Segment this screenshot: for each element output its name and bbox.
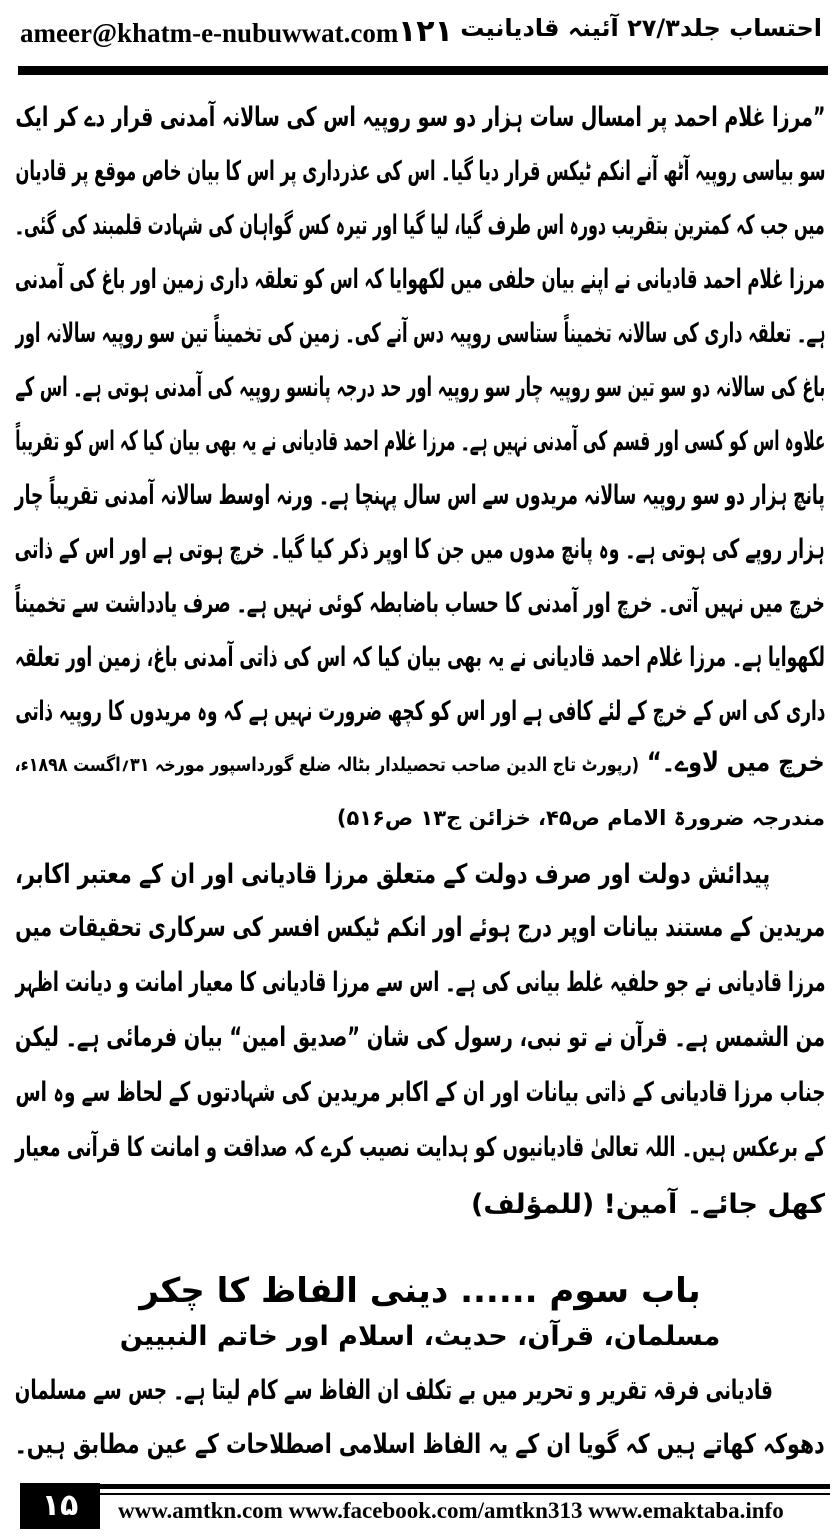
para1-line — [15, 309, 825, 359]
line-text: ہے۔ تعلقہ داری کی سالانہ تخمیناً ستاسی روپیہ دس آنے کی۔ زمین کی تخمیناً تین سو روپیہ سالانہ اور — [14, 318, 825, 349]
para3-line — [15, 1420, 825, 1470]
chapter-subheading — [15, 1312, 825, 1362]
line-text: جناب مرزا قادیانی کے ذاتی بیانات اور ان کے اکابر مریدین کی شہادتوں کے لحاظ سے وہ اس — [15, 1077, 825, 1108]
line-text: داری کی اس کے خرچ کے لئے کافی ہے اور اس کو کچھ ضرورت نہیں ہے کہ وہ مریدوں کا روپیہ ذاتی — [15, 696, 825, 727]
line-text: قادیانی فرقہ تقریر و تحریر میں بے تکلف ان الفاظ سے کام لیتا ہے۔ جس سے مسلمان — [15, 1375, 773, 1406]
citation-line — [15, 793, 825, 843]
para1-line — [15, 363, 825, 413]
para1-line — [15, 471, 825, 521]
para1-line — [15, 525, 825, 575]
line-text: کھل جائے۔ آمین! (للمؤلف) — [471, 1189, 825, 1220]
para3-line — [15, 1366, 825, 1416]
chapter-heading — [15, 1266, 825, 1316]
line-text: علاوہ اس کو کسی اور قسم کی آمدنی نہیں ہے۔ مرزا غلام احمد قادیانی نے یہ بھی بیان کیا کہ اس کو تقریباً — [15, 426, 825, 457]
quote-end: خرچ میں لاوے۔“ — [647, 747, 825, 778]
para1-line — [15, 687, 825, 737]
line-text: کے برعکس ہیں۔ اللہ تعالیٰ قادیانیوں کو ہدایت نصیب کرے کہ صداقت و امانت کا قرآنی معیار — [15, 1132, 825, 1163]
line-text: مرزا غلام احمد قادیانی نے اپنے بیان حلفی میں لکھوایا کہ اس کو تعلقہ داری زمین اور باغ کی آمدنی — [15, 264, 825, 295]
para2-line — [15, 1013, 825, 1063]
footer-rule — [100, 1493, 830, 1495]
footer-links: www.amtkn.com www.facebook.com/amtkn313 www.emaktaba.info — [118, 1498, 784, 1523]
para2-line — [15, 850, 770, 900]
line-text — [15, 738, 825, 790]
footer-rule — [100, 1484, 830, 1489]
para1-line — [15, 201, 825, 251]
line-text: پانچ ہزار دو سو روپیہ سالانہ مریدوں سے اس سال پہنچا ہے۔ ورنہ اوسط سالانہ آمدنی تقریباً چار — [15, 480, 825, 511]
header-email: ameer@khatm-e-nubuwwat.com — [20, 18, 399, 48]
line-text: باغ کی سالانہ دو سو تین سو روپیہ چار سو روپیہ اور حد درجہ پانسو روپیہ کی آمدنی ہوتی ہے۔ اس کے — [15, 372, 825, 403]
line-text: میں جب کہ کمترین بتقریب دورہ اس طرف گیا، لیا گیا اور تیرہ کس گواہان کی شہادت قلمبند کی گئی۔ — [15, 210, 825, 241]
line-text: ہزار روپے کی ہوتی ہے۔ وہ پانچ مدوں میں جن کا اوپر ذکر کیا گیا۔ خرچ ہوتی ہے اور اس کے ذاتی — [15, 534, 825, 565]
line-text: لکھوایا ہے۔ مرزا غلام احمد قادیانی نے یہ بھی بیان کیا کہ اس کی ذاتی آمدنی باغ، زمین اور تعلقہ — [15, 642, 825, 673]
para1-line — [15, 255, 825, 305]
line-text: سو بیاسی روپیہ آٹھ آنے انکم ٹیکس قرار دیا گیا۔ اس کی عذرداری پر اس کا بیان خاص موقع پر قادیان — [15, 156, 825, 187]
header-rule — [18, 66, 828, 75]
para1-line — [15, 579, 825, 629]
para1-line — [15, 147, 825, 197]
para2-line — [15, 958, 825, 1008]
line-text: دھوکہ کھاتے ہیں کہ گویا ان کے یہ الفاظ اسلامی اصطلاحات کے عین مطابق ہیں۔ — [15, 1429, 825, 1460]
para1-closing-line — [15, 738, 825, 788]
para2-line — [15, 903, 825, 953]
citation: (رپورٹ تاج الدین صاحب تحصیلدار بٹالہ ضلع گورداسپور مورخہ ۳۱؍اگست ۱۸۹۸ء، — [15, 754, 640, 776]
line-text: مرزا قادیانی نے جو حلفیہ غلط بیانی کی ہے۔ اس سے مرزا قادیانی کا معیار امانت و دیانت اظہر — [15, 967, 825, 998]
line-text: من الشمس ہے۔ قرآن نے تو نبی، رسول کی شان ”صدیق امین“ بیان فرمائی ہے۔ لیکن — [15, 1022, 825, 1053]
line-text: مندرجہ ضرورۃ الامام ص۴۵، خزائن ج۱۳ ص۵۱۶) — [336, 806, 825, 830]
para2-line — [15, 1068, 825, 1118]
line-text: باب سوم ...... دینی الفاظ کا چکر — [139, 1271, 701, 1311]
line-text: مسلمان، قرآن، حدیث، اسلام اور خاتم النبیین — [119, 1321, 721, 1352]
para2-line — [15, 1180, 825, 1230]
para2-line — [15, 1123, 825, 1173]
footer-page-number: ۱۵ — [20, 1483, 100, 1529]
line-text: ”مرزا غلام احمد پر امسال سات ہزار دو سو روپیہ اس کی سالانہ آمدنی قرار دے کر ایک — [15, 102, 825, 133]
line-text: پیدائش دولت اور صرف دولت کے متعلق مرزا قادیانی اور ان کے معتبر اکابر، — [15, 859, 770, 890]
para1-line — [15, 633, 825, 683]
line-text: مریدین کے مستند بیانات اوپر درج ہوئے اور انکم ٹیکس افسر کی سرکاری تحقیقات میں — [15, 912, 825, 943]
header-book-title: احتساب جلد۲۷/۳ آئینہ قادیانیت — [460, 14, 822, 42]
header-page-number: ۱۲۱ — [398, 14, 453, 49]
para1-line — [15, 417, 825, 467]
para1-line — [15, 93, 825, 143]
line-text: خرچ میں نہیں آتی۔ خرچ اور آمدنی کا حساب باضابطہ کوئی نہیں ہے۔ صرف یادداشت سے تخمیناً — [15, 588, 825, 619]
